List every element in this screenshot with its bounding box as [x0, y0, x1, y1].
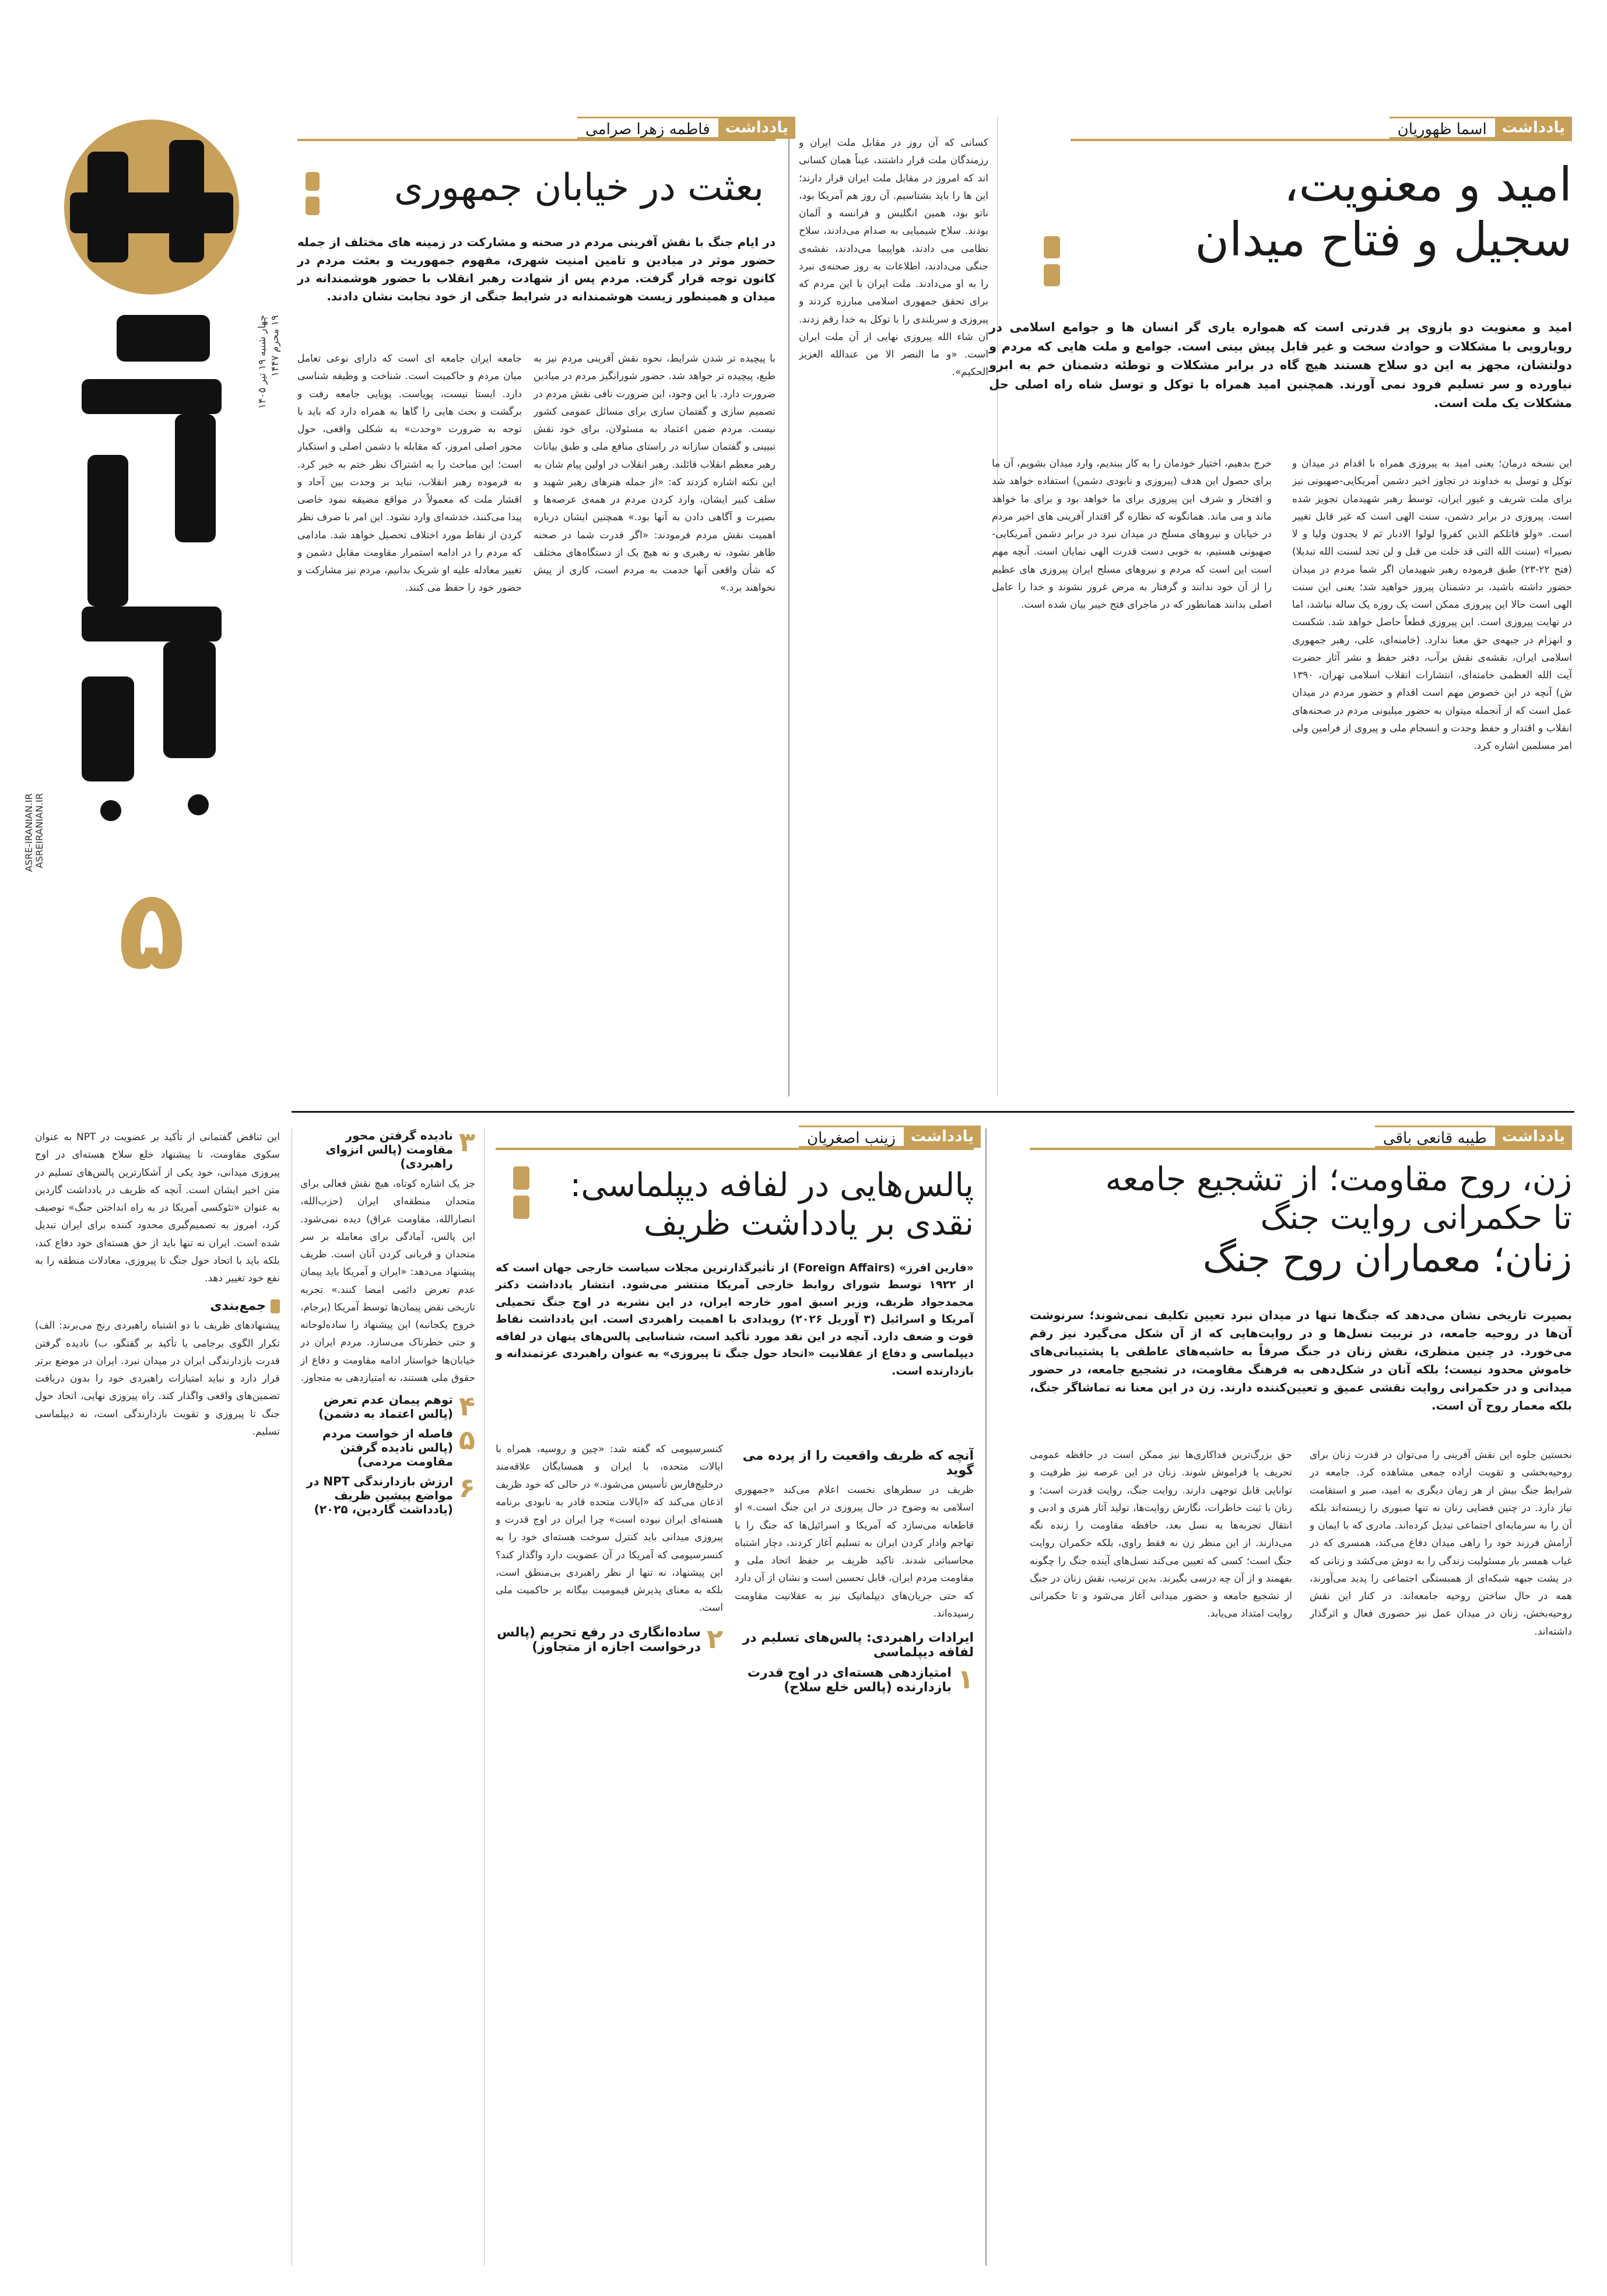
article-4-subhead: ایرادات راهبردی: پالس‌های تسلیم در لفافه دیپلماسی	[742, 1631, 974, 1660]
article-1-column-1: این نسخه درمان؛ یعنی امید به پیروزی همراه با اقدام در میدان و توکل و توسل به خداوند در تجاوز اخیر دشمن آمریکایی-صهیونی نیز برای ملت شریف و غیور ایران، توسط رهبر شهیدمان تجویز شده است. پیروزی در برابر دشمن، سنت الهی است که غیر قابل تغییر است. «ولو قاتلکم الذین کفروا لولوا الادبار ثم لا یجدون ولیا و لا نصیرا» (سنت الله التی قد خلت من قبل و لن تجد لسنت الله تبدیلا) (فتح ۲۲-۲۳) طبق فرموده رهبر شهیدمان اگر شما مردم در میدان حضور داشته باشید، بر دشمنان پیروز خواهید شد؛ یعنی این سنت الهی است حالا این پیروزی ممکن است یک روزه یک ساله نباشد، اما در نهایت پیروزی است. این پیروزی قطعاً حاصل خواهد شد. شکست و انهزام در جبهه‌ی حق معنا ندارد. (خامنه‌ای، علی، رهبر جمهوری اسلامی ایران، نقشه‌ی نقش برآب، دفتر حفظ و نشر آثار حضرت آیت الله العظمی خامنه‌ای، انتشارات انقلاب اسلامی تهران، ۱۳۹۰ ش) آنچه در این خصوص مهم است اقدام و حضور مردم در میدان عمل است که از آنجمله میتوان به حضور میلیونی مردم در صحنه‌های انقلاب و اقتدار و حفظ وحدت و انسجام ملی و پیروی از فرامین ولی امر مسلمین اشاره کرد.	[1292, 458, 1572, 752]
summary-body: پیشنهادهای ظریف با دو اشتباه راهبردی رنج می‌برند: الف) تکرار الگوی برجامی یا تأکید بر گفتگو، ب) نادیده گرفتن قدرت بازدارندگی ایران در میدان نبرد. ایران در موضع برتر قرار دارد و نباید امتیازات راهبردی خود را بدون دریافت تضمین‌های واقعی واگذار کند. راه پیروزی نهایی، اتحاد حول جنگ تا پیروزی و تقویت بازدارندگی است، نه دیپلماسی تسلیم.	[35, 1320, 280, 1438]
article-3-headline: زن، روح مقاومت؛ از تشجیع جامعه تا حکمرانی روایت جنگ زنان؛ معماران روح جنگ	[1105, 1161, 1572, 1281]
quote-mark-icon	[303, 172, 320, 221]
article-4-item: ۱ امتیازدهی هسته‌ای در اوج قدرت بازدارنده (پالس خلع سلاح)	[747, 1663, 974, 1695]
kicker-rule	[496, 1148, 974, 1150]
kicker-author: فاطمه زهرا صرامی	[577, 117, 718, 139]
article-2-headline: بعثت در خیابان جمهوری	[394, 166, 764, 209]
quote-mark-icon	[513, 1166, 529, 1225]
article-2-lead: در ایام جنگ با نقش آفرینی مردم در صحنه و مشارکت در زمینه های مختلف از جمله حضور موثر در میادین و تامین امنیت شهری، مفهوم جمهوریت و بعثت مردم در کانون توجه قرار گرفت. مردم پس از شهادت رهبر انقلاب با حضور هوشمندانه در میدان و همینطور زیست هوشمندانه در شرایط جنگی از خود نجابت نشان دادند.	[297, 235, 776, 303]
article-4-kicker	[799, 1126, 981, 1148]
article-4-column-2	[496, 1440, 723, 2257]
kicker-rule	[1030, 1148, 1572, 1150]
issue-date-hijri: ۱۹ محرم ۱۴۴۷	[269, 315, 281, 377]
article-4-headline: پالس‌هایی در لفافه دیپلماسی: نقدی بر یادداشت ظریف	[570, 1166, 974, 1243]
kicker-rule	[1071, 139, 1572, 141]
kicker-type: یادداشت	[1495, 1126, 1572, 1148]
kicker-rule	[297, 139, 776, 141]
section-divider	[292, 1111, 1574, 1113]
article-5-column-1: ۳ نادیده گرفتن محور مقاومت (پالس انزوای راهبردی) جز یک اشاره کوتاه، هیچ نقش فعالی برای متحدان منطقه‌ای ایران (حزب‌الله، انصارالله، مقاومت عراق) دیده نمی‌شود. این پالس، آمادگی برای معامله بر سر متحدان و قربانی کردن آنان است. ظریف پیشنهاد می‌دهد: «ایران و آمریکا باید پیمان عدم تعرض دائمی امضا کنند.» تجربه تاریخی نقض پیمان‌ها توسط آمریکا (برجام، خروج یکجانبه) این پیشنهاد را ساده‌لوحانه و حتی خطرناک می‌سازد. مردم ایران در خیابان‌ها خواستار ادامه مقاومت و دفاع از حقوق ملی هستند، نه امتیازدهی به متجاوز. ۴ توهم پیمان عدم تعرض (پالس اعتماد به دشمن) ۵ فاصله از خواست مردم (پالس نادیده گرفتن مقاومت مردمی) ۶ ارزش بازدارندگی NPT در مواضع پیشین ظریف (یادداشت گاردین، ۲۰۲۵)	[300, 1128, 475, 1516]
summary-heading: جمع‌بندی	[35, 1299, 280, 1313]
masthead	[47, 105, 257, 1015]
article-4-body: کنسرسیومی که گفته شد: «چین و روسیه، همراه با ایالات متحده، با ایران و همسایگان علاقه‌مند درخلیج‌فارس تأسیس می‌شود.» در حالی که خود ظریف اذعان می‌کند که «ایالات متحده قادر به نابودی برنامه هسته‌ای ایران نبوده است» چرا ایران در اوج قدرت و پیروزی میدانی باید کنترل سوخت هسته‌ای خود را به کنسرسیومی که آمریکا در آن عضویت دارد واگذار کند؟ این پیشنهاد، نه تنها از نظر راهبردی بی‌منطق است، بلکه به معنای پذیرش قیمومیت بیگانه بر حاکمیت ملی است.	[496, 1443, 723, 1614]
site-address: ASRE-IRANIAN.IR	[23, 793, 34, 872]
article-3-column-2: حق بزرگ‌ترین فداکاری‌ها نیز ممکن است در حافظه عمومی تحریف یا فراموش شوند. زنان در این عرصه نیز ظرفیت و توانایی قابل توجهی دارند. روایت جنگ، روایت قدرت است؛ و زنان با ثبت خاطرات، نگارش روایت‌ها، تولید آثار هنری و ادبی و انتقال تجربه‌ها به نسل بعد، حافظه مقاومت را زنده نگه می‌دارند. از این منظر زن نه فقط راوی، بلکه حکمران روایت جنگ است؛ کسی که تعیین می‌کند نسل‌های آینده جنگ را چگونه بفهمند و از آن چه درسی بگیرند. بدین ترتیب، نقش زنان در جنگ از تشجیع جامعه و حضور میدانی آغاز می‌شود و تا حکمرانی روایت امتداد می‌یابد.	[1030, 1449, 1292, 1620]
column-divider	[985, 1128, 987, 2266]
masthead-logo	[47, 105, 257, 1015]
article-2-kicker	[577, 117, 795, 139]
article-2-column-1: با پیچیده تر شدن شرایط، نحوه نقش آفرینی مردم نیز به طبع، پیچیده تر خواهد شد. حضور شورانگیز مردم در میادین ضرورت دارد. با این وجود، این ضرورت نافی نقش مردم در تصمیم سازی و گفتمان سازی برای مسائل عمومی کشور نیست. مردم ضمن اعتماد به مسئولان، برای خود نقش تبیینی و گفتمان سازانه در راستای منافع ملی و طبق بیانات رهبر معظم انقلاب قائلند. رهبر انقلاب در اولین پیام شان به این نکته اشاره کردند که: «از جمله هنرهای رهبر شهید و سلف کبیر ایشان، وارد کردن مردم در همه‌ی عرصه‌ها و بصیرت و آگاهی دادن به آنها بود.» همچنین ایشان درباره اهمیت نقش مردم فرمودند: «اگر قدرت شما در صحنه ظاهر نشود، نه رهبری و نه هیچ یک از دستگاه‌های مختلف که شأن واقعی آنها خدمت به مردم است، کاری از پیش نخواهند برد.»	[534, 353, 776, 594]
article-3-lead: بصیرت تاریخی نشان می‌دهد که جنگ‌ها تنها در میدان نبرد تعیین تکلیف نمی‌شوند؛ سرنوشت آن‌ها در روحیه جامعه، در تربیت نسل‌ها و در روایت‌هایی که از آن شکل می‌گیرد نیز رقم می‌خورد. در چنین منظری، نقش زنان در جنگ صرفاً به حاشیه‌های عاطفی یا پشتیبانی‌های خاموش محدود نیست؛ بلکه آنان در شکل‌دهی به فرهنگ مقاومت، در تشجیع جامعه، در حضور میدانی و در حکمرانی روایت نقشی عمیق و تعیین‌کننده دارند. زن در این معنا نه تماشاگر جنگ، بلکه معمار روح آن است.	[1030, 1308, 1572, 1412]
article-5-column-2: این تناقض گفتمانی از تأکید بر عضویت در NPT به عنوان سکوی مقاومت، تا پیشنهاد خلع سلاح هسته‌ای در اوج پیروزی میدانی، خود یکی از آشکارترین پالس‌های تسلیم در متن اخیر ایشان است. آنچه که ظریف در یادداشت گاردین به عنوان «تئوکسی آمریکا در به راه انداختن جنگ» توصیف کرد، امروز به تصمیم‌گیری محدود کننده برای ایران تبدیل شده است. ایران نه تنها باید از حق هسته‌ای خود دفاع کند، بلکه باید با اتحاد حول جنگ تا پیروزی، معادلات منطقه را به نفع خود تغییر دهد. جمع‌بندی پیشنهادهای ظریف با دو اشتباه راهبردی رنج می‌برند: الف) تکرار الگوی برجامی یا تأکید بر گفتگو، ب) نادیده گرفتن قدرت بازدارندگی ایران در میدان نبرد. ایران در موضع برتر قرار دارد و نباید امتیازات راهبردی خود را بدون دریافت تضمین‌های واقعی واگذار کند. راه پیروزی نهایی، اتحاد حول جنگ تا پیروزی و تقویت بازدارندگی است، نه دیپلماسی تسلیم.	[35, 1128, 280, 2254]
kicker-type: یادداشت	[1495, 117, 1572, 139]
social-address: ASREIRANIAN.IR	[34, 793, 45, 868]
article-4-item: ۲ ساده‌انگاری در رفع تحریم (پالس درخواست اجازه از متجاوز)	[497, 1622, 723, 1654]
column-divider	[484, 1128, 485, 2266]
article-1-lead: امید و معنویت دو بازوی پر قدرتی است که همواره یاری گر انسان ها و جوامع اسلامی در رویارویی با مشکلات و حوادث سخت و غیر قابل پیش بینی است. جوامع و ملت هایی که مردم و دولتشان، مجهز به این دو سلاح هستند هیچ گاه در برابر مشکلات و توطئه دشمنان خم به ابرو نیاورده و سر تسلیم فرود نمی آورند. همچنین امید همراه با توکل و توسل شاه راه اصلی حل مشکلات یک ملت است.	[989, 320, 1572, 411]
column-divider	[788, 117, 790, 1096]
article-1-headline: امید و معنویت، سجیل و فتاح میدان	[1195, 157, 1572, 267]
article-2-column-2: جامعه ایران جامعه ای است که دارای نوعی تعامل میان مردم و حاکمیت است. شناخت و وظیفه شناسی دارد. ایستا نیست، پویاست. پویایی جامعه رفت و برگشت و بحث هایی را گاها به همراه دارد که باید با توجه به ضرورت «وحدت» به شکلی واقعی، حول محور اصلی امروز، که مقابله با دشمن اصلی و استکبار است؛ این مباحث را به اشتراک نظر ختم به خیر کرد. به فرموده رهبر انقلاب، نباید بر وحدت بین آحاد و اقشار ملت که معمولاً در مواقع مضیقه نمود خاصی پیدا می‌کنند، خدشه‌ای وارد نشود. این امر با صرف نظر کردن از نقاط مورد اختلاف تحصیل خواهد شد. مادامی که مردم را در ادامه استمرار مقاومت مقابل دشمن و تغییر معادله علیه او شریک بدانیم، مردم نیز مشارکت و حضور خود را حفظ می کنند.	[297, 353, 522, 594]
kicker-type: یادداشت	[904, 1126, 981, 1148]
quote-mark-icon	[1044, 236, 1060, 292]
kicker-author: طیبه قانعی باقی	[1375, 1126, 1495, 1148]
svg-text:۵: ۵	[118, 865, 185, 994]
kicker-author: اسما ظهوریان	[1390, 117, 1495, 139]
article-4-lead: «فارین افرز» (Foreign Affairs) از تأثیرگذارترین مجلات سیاست خارجی جهان است که از ۱۹۲۲ توسط شورای روابط خارجی آمریکا منتشر می‌شود. انتشار یادداشت دکتر محمدجواد ظریف، وزیر اسبق امور خارجه ایران، در این نشریه در اوج جنگ تحمیلی آمریکا و اسرائیل (۳ آوریل ۲۰۲۶) رویدادی با اهمیت راهبردی است. این یادداشت نقاط قوت و ضعف دارد. آنچه در این نقد مورد تأکید است، شناسایی پالس‌های پنهان در لفافه دیپلماسی و دفاع از عقلانیت «اتحاد حول جنگ تا پیروزی» به عنوان راهبردی عزتمندانه و بازدارنده است.	[496, 1261, 974, 1377]
kicker-author: زینب اصغریان	[799, 1126, 904, 1148]
article-4-column-1	[735, 1440, 974, 2257]
article-4-body: ظریف در سطرهای نخست اعلام می‌کند «جمهوری اسلامی به وضوح در حال پیروزی در این جنگ است.» او قاطعانه می‌سازد که آمریکا و اسرائیل‌ها که جنگ را با تهاجم وادار کردن ایران به تسلیم آغاز کردند، دچار اشتباه محاسباتی شدند. تاکید ظریف بر حفظ اتحاد ملی و مقاومت مردم ایران، قابل تحسین است و نشان از آن دارد که حتی جریان‌های دیپلماتیک نیز به عقلانیت مقاومت رسیده‌اند.	[735, 1484, 974, 1620]
article-1-column-3: کسانی که آن روز در مقابل ملت ایران و رزمندگان ملت قرار داشتند، عیناً همان کسانی اند که امروز در مقابل ملت ایران قرار دارند؛ این ها را باید بشناسیم. آن روز هم آمریکا بود، ناتو بود، همین انگلیس و فرانسه و آلمان بودند. سلاح شیمیایی به صدام می‌دادند، سلاح نظامی می دادند، هواپیما می‌دادند، نقشه‌ی جنگی می‌دادند، اطلاعات به روز صحنه‌ی نبرد را به او می‌دادند. ملت ایران با این مردم که برای تحقق جمهوری اسلامی مبارزه کردند و پیروزی و سربلندی را با توکل به خدا رقم زدند. ان شاء الله پیروزی نهایی از آن ملت ایران است. «و ما النصر الا من عندالله العزیز الحکیم».	[799, 137, 988, 378]
article-3-kicker	[1375, 1126, 1572, 1148]
article-1-kicker	[1390, 117, 1572, 139]
issue-date: چهار شنبه ۱۹ تیر ۱۴۰۵	[257, 315, 268, 409]
article-4-subhead: آنچه که ظریف واقعیت را از پرده می گوید	[742, 1449, 974, 1478]
article-3-column-1: نخستین جلوه این نقش آفرینی را می‌توان در قدرت زنان برای روحیه‌بخشی و تقویت اراده جمعی مشاهده کرد. جامعه در شرایط جنگ بیش از هر زمان دیگری به امید، صبر و استقامت نیاز دارد. در چنین فضایی زنان نه تنها صبوری را زیسته‌اند بلکه آن را به سرمایه‌ای اجتماعی تبدیل کرده‌اند. مادری که با ایمان و آرامش فرزند خود را راهی میدان دفاع می‌کند، همسری که در غیاب همسر بار مسئولیت زندگی را به دوش می‌کشد و زنانی که در پشت جبهه شبکه‌ای از همبستگی اجتماعی را پدید می‌آورند، همه در حال ساختن روحیه جامعه‌اند. در کنار این نقش روحیه‌بخش، زنان در میدان عمل نیز حضوری فعال و اثرگذار داشته‌اند.	[1310, 1449, 1572, 1638]
article-1-column-2: خرج بدهیم، اختیار خودمان را به کار ببندیم، وارد میدان بشویم، آن ما برای حصول این هدف (پیروزی و نابودی دشمن) استفاده خواهد شد و افتخار و شرف این پیروزی برای ما خواهد بود و برای ما خواهد ماند و می ماند. همانگونه که نظاره گر اقتدار آفرینی های اخیر مردم در خیابان و نیروهای مسلح در میدان نبرد در برابر دشمن آمریکایی-صهیونی هستیم، به خوبی دست قدرت الهی نمایان است. آنچه مهم است این است که مردم و نیروهای مسلح ایران پیروزی های عظیم را از آن خود ندانند و گرفتار به مرض غرور نشوند و خدا را عامل اصلی بدانند همانطور که در ماجرای فتح خیبر بیان شده است.	[992, 458, 1272, 611]
kicker-type: یادداشت	[718, 117, 795, 139]
